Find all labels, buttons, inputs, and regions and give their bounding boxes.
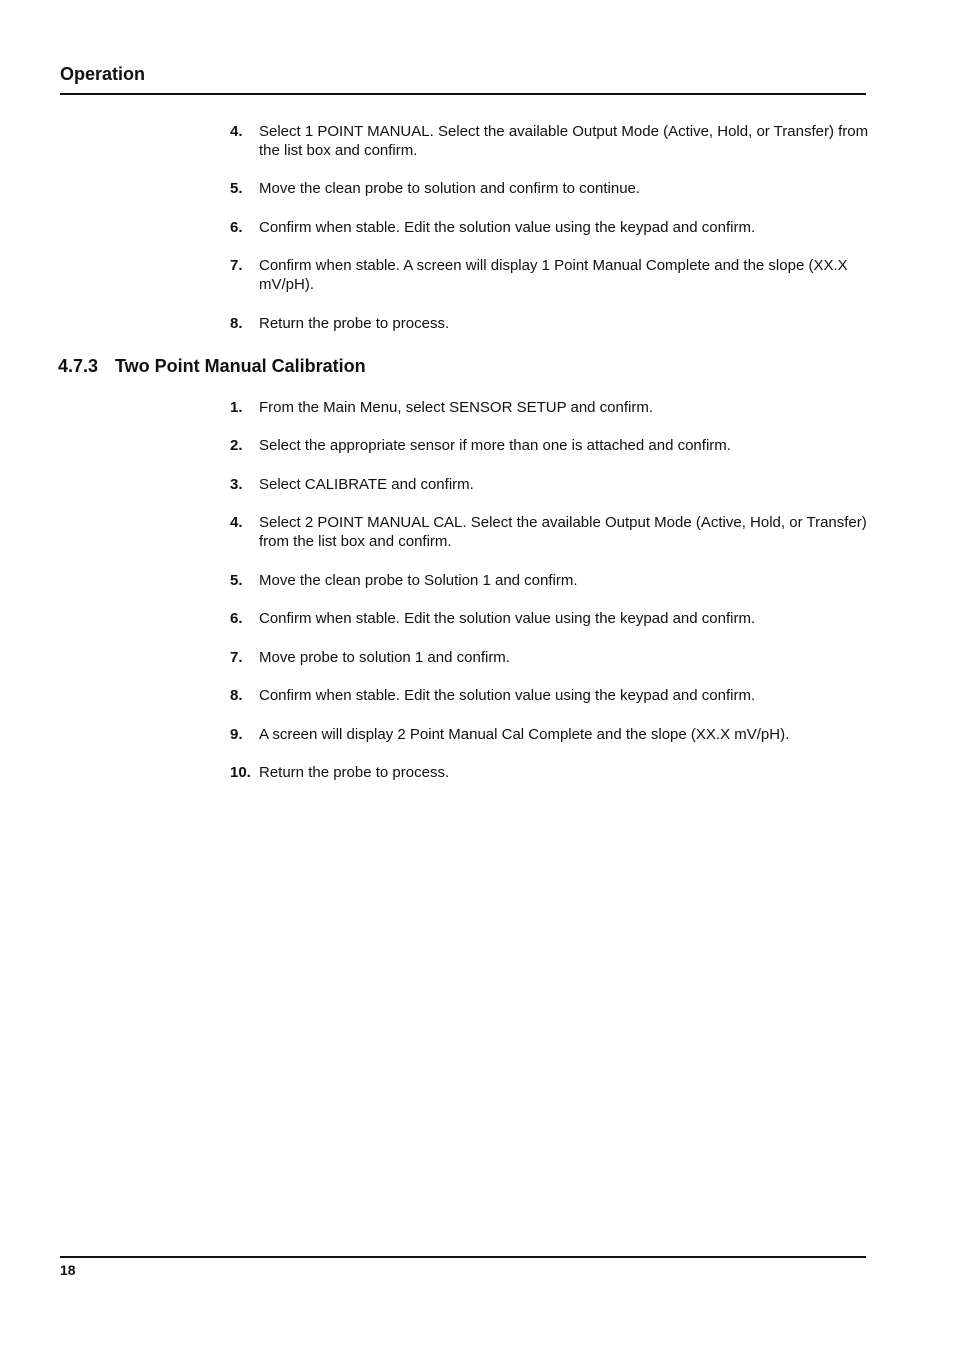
- page-number: 18: [60, 1262, 76, 1278]
- list-item: [230, 763, 870, 782]
- step-number: 1.: [230, 399, 243, 416]
- list-item: [230, 648, 870, 667]
- step-text: From the Main Menu, select SENSOR SETUP and confirm.: [259, 399, 654, 416]
- step-number: 8.: [230, 315, 243, 332]
- step-number: 7.: [230, 649, 243, 666]
- step-number: 10.: [230, 764, 251, 781]
- step-text: Return the probe to process.: [259, 764, 450, 781]
- step-text: Select 2 POINT MANUAL CAL. Select the available Output Mode (Active, Hold, or Transfer) from the list box and confirm.: [259, 514, 867, 550]
- step-text: Move the clean probe to Solution 1 and confirm.: [259, 572, 578, 589]
- step-number: 8.: [230, 687, 243, 704]
- step-text: Select 1 POINT MANUAL. Select the available Output Mode (Active, Hold, or Transfer) from the list box and confirm.: [259, 123, 869, 159]
- list-item: [230, 609, 870, 628]
- list-item: [230, 179, 870, 198]
- list-item: [230, 398, 870, 417]
- section-number: 4.7.3: [58, 356, 99, 376]
- step-text: Confirm when stable. Edit the solution value using the keypad and confirm.: [259, 219, 756, 236]
- page-header-title: Operation: [60, 64, 146, 84]
- step-text: Move probe to solution 1 and confirm.: [259, 649, 510, 666]
- section-heading: [58, 355, 366, 377]
- step-number: 5.: [230, 180, 243, 197]
- list-item: [230, 571, 870, 590]
- list-item: [230, 256, 870, 294]
- list-item: [230, 314, 870, 333]
- step-number: 7.: [230, 257, 243, 274]
- step-number: 4.: [230, 514, 243, 531]
- step-number: 5.: [230, 572, 243, 589]
- list-item: [230, 686, 870, 705]
- step-number: 6.: [230, 219, 243, 236]
- footer-divider: [60, 1256, 866, 1258]
- step-text: Select the appropriate sensor if more than one is attached and confirm.: [259, 437, 731, 454]
- header-divider: [60, 93, 866, 95]
- section-title: Two Point Manual Calibration: [115, 356, 366, 376]
- list-item: [230, 725, 870, 744]
- two-point-steps-list: [230, 398, 870, 782]
- step-text: Move the clean probe to solution and confirm to continue.: [259, 180, 641, 197]
- step-text: Confirm when stable. Edit the solution value using the keypad and confirm.: [259, 610, 756, 627]
- step-number: 9.: [230, 726, 243, 743]
- step-text: Return the probe to process.: [259, 315, 450, 332]
- step-number: 6.: [230, 610, 243, 627]
- step-text: A screen will display 2 Point Manual Cal Complete and the slope (XX.X mV/pH).: [259, 726, 790, 743]
- step-text: Confirm when stable. A screen will display 1 Point Manual Complete and the slope (XX.X mV/pH).: [259, 257, 848, 293]
- list-item: [230, 513, 870, 551]
- list-item: [230, 218, 870, 237]
- step-text: Select CALIBRATE and confirm.: [259, 476, 474, 493]
- continued-steps-list: [230, 122, 870, 333]
- list-item: [230, 436, 870, 455]
- step-number: 3.: [230, 476, 243, 493]
- step-text: Confirm when stable. Edit the solution value using the keypad and confirm.: [259, 687, 756, 704]
- step-number: 2.: [230, 437, 243, 454]
- list-item: [230, 475, 870, 494]
- step-number: 4.: [230, 123, 243, 140]
- list-item: [230, 122, 870, 160]
